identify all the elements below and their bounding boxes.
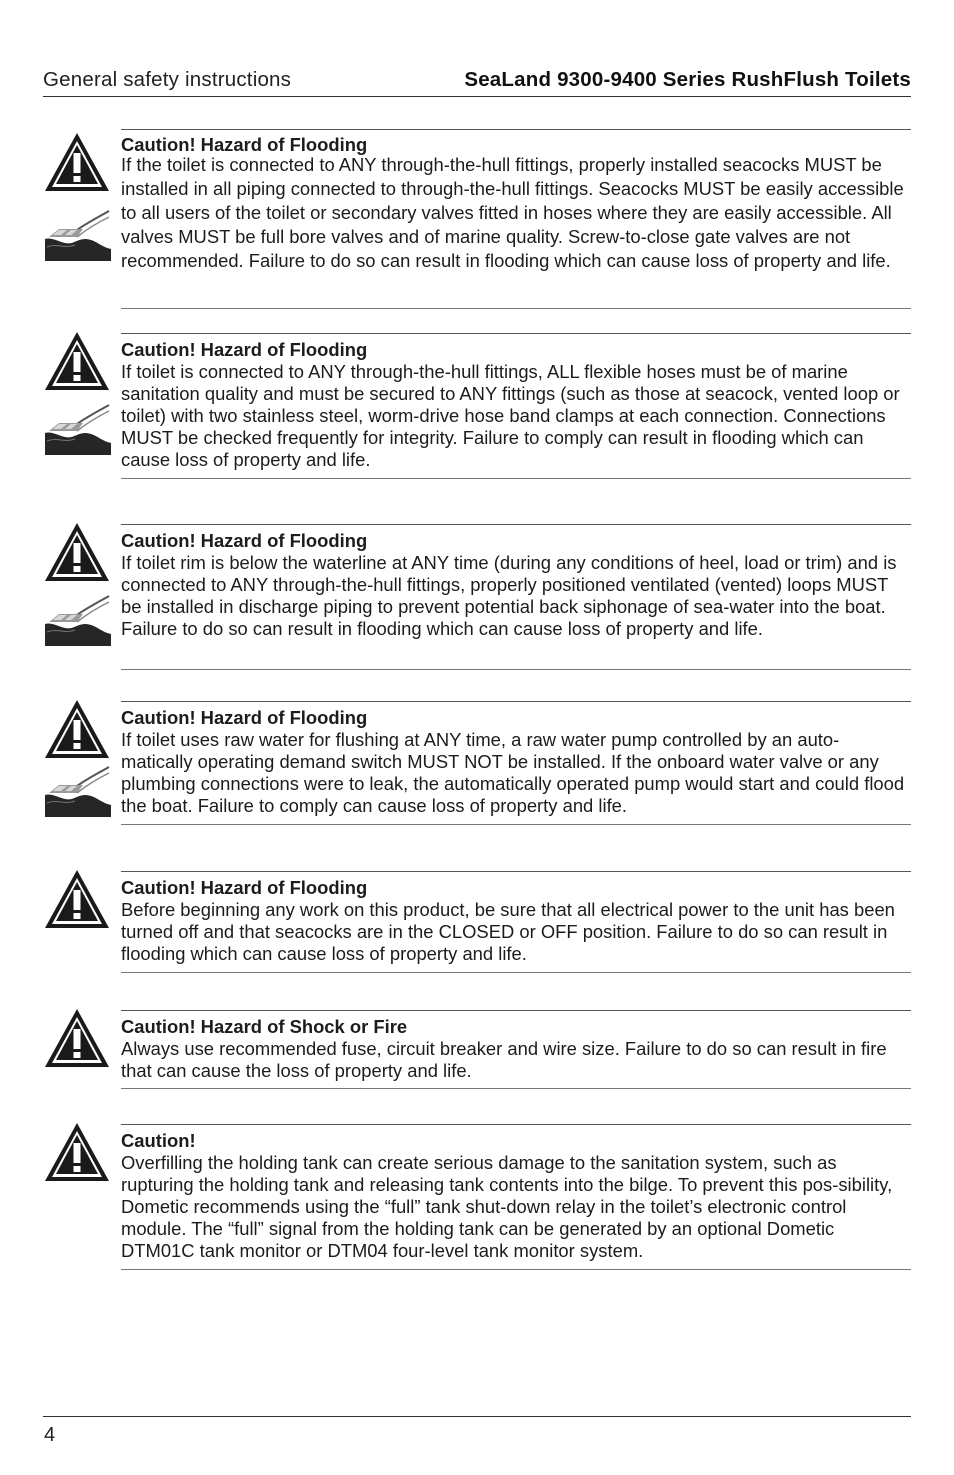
page-header bbox=[43, 66, 911, 97]
flooding-icon bbox=[43, 594, 113, 646]
divider bbox=[121, 871, 911, 872]
caution-block bbox=[43, 1010, 911, 1092]
flooding-icon bbox=[43, 765, 113, 817]
caution-title: Caution! Hazard of Flooding bbox=[121, 530, 368, 551]
warning-triangle-icon bbox=[43, 1007, 111, 1069]
caution-text: Before beginning any work on this product, be sure that all electrical power to the unit has been turned off and that seacocks are in the CLOSED or OFF position. Failure to do so can result in flooding which can cause loss of property and life. bbox=[121, 899, 895, 964]
divider bbox=[121, 524, 911, 525]
warning-triangle-icon bbox=[43, 868, 111, 930]
divider bbox=[121, 669, 911, 670]
caution-block bbox=[43, 1124, 911, 1272]
caution-text: Always use recommended fuse, circuit breaker and wire size. Failure to do so can result in fire that can cause the loss of property and life. bbox=[121, 1038, 887, 1081]
divider bbox=[121, 1124, 911, 1125]
divider bbox=[121, 1010, 911, 1011]
caution-block bbox=[43, 524, 911, 672]
caution-block bbox=[43, 871, 911, 975]
divider bbox=[121, 1088, 911, 1089]
caution-title: Caution! Hazard of Flooding bbox=[121, 877, 368, 898]
caution-text: Overfilling the holding tank can create serious damage to the sanitation system, such as rupturing the holding tank and releasing tank contents into the bilge. To prevent this pos-sibility, Dometic recommends using the “full” tank shut-down relay in the toilet’s electronic control module. The “full” signal from the holding tank can be generated by an optional Dometic DTM01C tank monitor or DTM04 four-level tank monitor system. bbox=[121, 1152, 893, 1261]
warning-triangle-icon bbox=[43, 1121, 111, 1183]
warning-triangle-icon bbox=[43, 330, 111, 392]
divider bbox=[121, 701, 911, 702]
caution-block bbox=[43, 129, 911, 311]
divider bbox=[121, 972, 911, 973]
caution-title: Caution! Hazard of Flooding bbox=[121, 339, 368, 360]
caution-title: Caution! Hazard of Flooding bbox=[121, 134, 368, 155]
caution-text: If the toilet is connected to ANY through-the-hull fittings, properly installed seacocks MUST be installed in all piping connected to through-the-hull fittings. Seacocks MUST be easily accessible to all users of the toilet or secondary valves fitted in hoses where they are easily accessible. All valves MUST be full bore valves and of marine quality. Screw-to-close gate valves are not recommended. Failure to do so can result in flooding which can cause loss of property and life. bbox=[121, 154, 904, 271]
divider bbox=[121, 333, 911, 334]
page-number: 4 bbox=[44, 1424, 56, 1446]
caution-text: If toilet rim is below the waterline at ANY time (during any conditions of heel, load or trim) and is connected to ANY through-the-hull fittings, properly positioned ventilated (vented) loops MUST be installed in discharge piping to prevent potential back siphonage of sea-water into the boat. Failure to do so can result in flooding which can cause loss of property and life. bbox=[121, 552, 897, 639]
warning-triangle-icon bbox=[43, 521, 111, 583]
divider bbox=[121, 308, 911, 309]
warning-triangle-icon bbox=[43, 131, 111, 193]
divider bbox=[121, 824, 911, 825]
divider bbox=[121, 1269, 911, 1270]
caution-text: If toilet is connected to ANY through-the-hull fittings, ALL flexible hoses must be of marine sanitation quality and must be secured to ANY fittings (such as those at seacock, vented loop or toilet) with two stainless steel, worm-drive hose band clamps at each connection. Connections MUST be checked frequently for integrity. Failure to comply can result in flooding which can cause loss of property and life. bbox=[121, 361, 900, 470]
divider bbox=[121, 478, 911, 479]
caution-text: If toilet uses raw water for flushing at ANY time, a raw water pump controlled by an auto-matically operating demand switch MUST NOT be installed. If the onboard water valve or any plumbing connections were to leak, the automatically operated pump would start and could flood the boat. Failure to comply can cause loss of property and life. bbox=[121, 729, 905, 816]
footer-divider bbox=[43, 1416, 911, 1417]
flooding-icon bbox=[43, 209, 113, 261]
caution-title: Caution! bbox=[121, 1130, 196, 1151]
caution-block bbox=[43, 701, 911, 827]
caution-block bbox=[43, 333, 911, 481]
flooding-icon bbox=[43, 403, 113, 455]
section-title: General safety instructions bbox=[43, 68, 292, 91]
warning-triangle-icon bbox=[43, 698, 111, 760]
product-title: SeaLand 9300-9400 Series RushFlush Toilets bbox=[464, 68, 911, 91]
divider bbox=[121, 129, 911, 130]
caution-title: Caution! Hazard of Flooding bbox=[121, 707, 368, 728]
caution-title: Caution! Hazard of Shock or Fire bbox=[121, 1016, 408, 1037]
